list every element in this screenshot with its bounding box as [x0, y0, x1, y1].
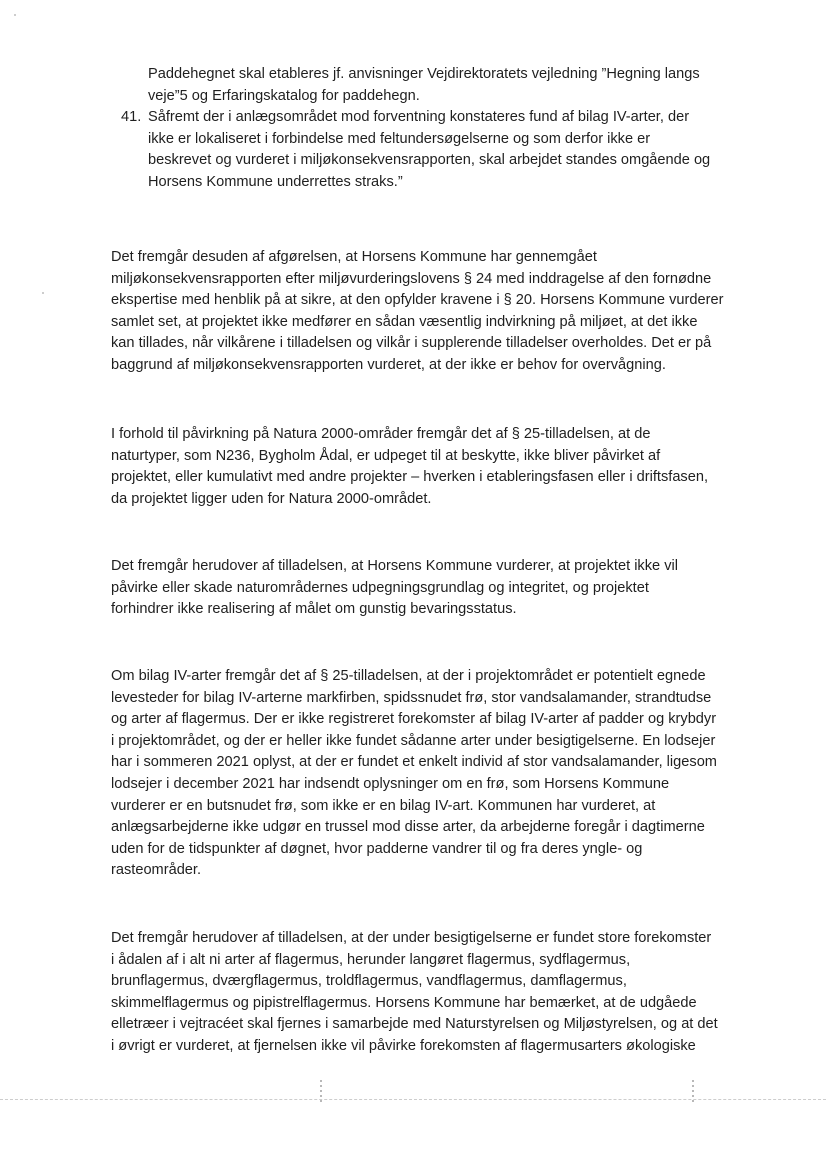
text-line: har i sommeren 2021 oplyst, at der er fundet et enkelt individ af stor vandsalamander, ligesom — [111, 754, 717, 771]
text-line: baggrund af miljøkonsekvensrapporten vurderet, at der ikke er behov for overvågning. — [111, 356, 666, 373]
text-line: Horsens Kommune underrettes straks.” — [148, 173, 403, 190]
text-line: rasteområder. — [111, 862, 202, 879]
scan-artifact-mark — [320, 1080, 322, 1102]
text-line: veje”5 og Erfaringskatalog for paddehegn. — [148, 87, 420, 104]
text-line: lodsejer i december 2021 har indsendt oplysninger om en frø, som Horsens Kommune — [111, 775, 670, 792]
text-line: Om bilag IV-arter fremgår det af § 25-tilladelsen, at der i projektområdet er potentielt egnede — [111, 668, 706, 684]
text-line: Det fremgår herudover af tilladelsen, at der under besigtigelserne er fundet store forekomster — [111, 930, 712, 946]
scan-speck — [42, 292, 44, 294]
text-line: elletræer i vejtracéet skal fjernes i samarbejde med Naturstyrelsen og Miljøstyrelsen, og at det — [111, 1016, 718, 1033]
scan-speck — [14, 14, 16, 16]
list-item-41 — [148, 107, 710, 193]
text-line: og arter af flagermus. Der er ikke registreret forekomster af bilag IV-arter af padder og krybdyr — [111, 711, 717, 728]
scan-page-edge — [0, 1099, 826, 1104]
text-line: brunflagermus, dværgflagermus, troldflagermus, vandflagermus, damflagermus, — [111, 973, 627, 990]
paragraph-bats — [111, 928, 718, 1058]
text-line: påvirke eller skade naturområdernes udpegningsgrundlag og integritet, og projektet — [111, 579, 649, 596]
text-line: i ådalen af i alt ni arter af flagermus, herunder langøret flagermus, sydflagermus, — [111, 951, 631, 968]
list-item-number: 41. — [121, 109, 142, 125]
text-line: anlægsarbejderne ikke udgør en trussel mod disse arter, da arbejderne foregår i dagtimerne — [111, 819, 705, 836]
text-line: ikke er lokaliseret i forbindelse med feltundersøgelserne og som derfor ikke er — [148, 130, 651, 147]
text-line: forhindrer ikke realisering af målet om gunstig bevaringsstatus. — [111, 601, 517, 618]
text-line: da projektet ligger uden for Natura 2000-området. — [111, 490, 432, 507]
text-line: skimmelflagermus og pipistrelflagermus. Horsens Kommune har bemærket, at de udgåede — [111, 994, 697, 1011]
text-line: miljøkonsekvensrapporten efter miljøvurderingslovens § 24 med inddragelse af den fornødne — [111, 270, 712, 287]
text-line: I forhold til påvirkning på Natura 2000-områder fremgår det af § 25-tilladelsen, at de — [111, 426, 651, 442]
text-line: samlet set, at projektet ikke medfører en sådan væsentlig indvirkning på miljøet, at det ikke — [111, 313, 698, 330]
text-line: Det fremgår desuden af afgørelsen, at Horsens Kommune har gennemgået — [111, 249, 597, 265]
text-line: beskrevet og vurderet i miljøkonsekvensrapporten, skal arbejdet standes omgående og — [148, 152, 711, 169]
text-line: naturtyper, som N236, Bygholm Ådal, er udpeget til at beskytte, ikke bliver påvirket af — [111, 447, 661, 464]
text-line: vurderer er en butsnudet frø, som ikke er en bilag IV-art. Kommunen har vurderet, at — [111, 797, 656, 814]
text-line: levesteder for bilag IV-arterne markfirben, spidssnudet frø, stor vandsalamander, strandtudse — [111, 689, 712, 706]
text-line: uden for de tidspunkter af døgnet, hvor padderne vandrer til og fra deres yngle- og — [111, 840, 643, 857]
paragraph-integrity — [111, 556, 678, 621]
text-line: i projektområdet, og der er heller ikke fundet sådanne arter under besigtigelserne. En lodsejer — [111, 732, 716, 749]
text-line: Paddehegnet skal etableres jf. anvisninger Vejdirektoratets vejledning ”Hegning langs — [148, 66, 700, 82]
scan-artifact-mark — [692, 1080, 694, 1102]
text-line: Det fremgår herudover af tilladelsen, at Horsens Kommune vurderer, at projektet ikke vil — [111, 558, 678, 574]
text-line: ekspertise med henblik på at sikre, at den opfylder kravene i § 20. Horsens Kommune vurderer — [111, 292, 724, 309]
paragraph-annex-iv-species — [111, 666, 717, 882]
list-item-continuation — [148, 64, 700, 107]
text-line: Såfremt der i anlægsområdet mod forventning konstateres fund af bilag IV-arter, der — [148, 109, 690, 125]
text-line: projektet, eller kumulativt med andre projekter – hverken i etableringsfasen eller i driftsfasen, — [111, 469, 709, 486]
text-line: i øvrigt er vurderet, at fjernelsen ikke vil påvirke forekomsten af flagermusarters økologiske — [111, 1037, 696, 1054]
paragraph-assessment — [111, 247, 723, 377]
paragraph-natura-2000 — [111, 424, 708, 510]
text-line: kan tillades, når vilkårene i tilladelsen og vilkår i supplerende tilladelser overholdes. Det er på — [111, 335, 712, 352]
